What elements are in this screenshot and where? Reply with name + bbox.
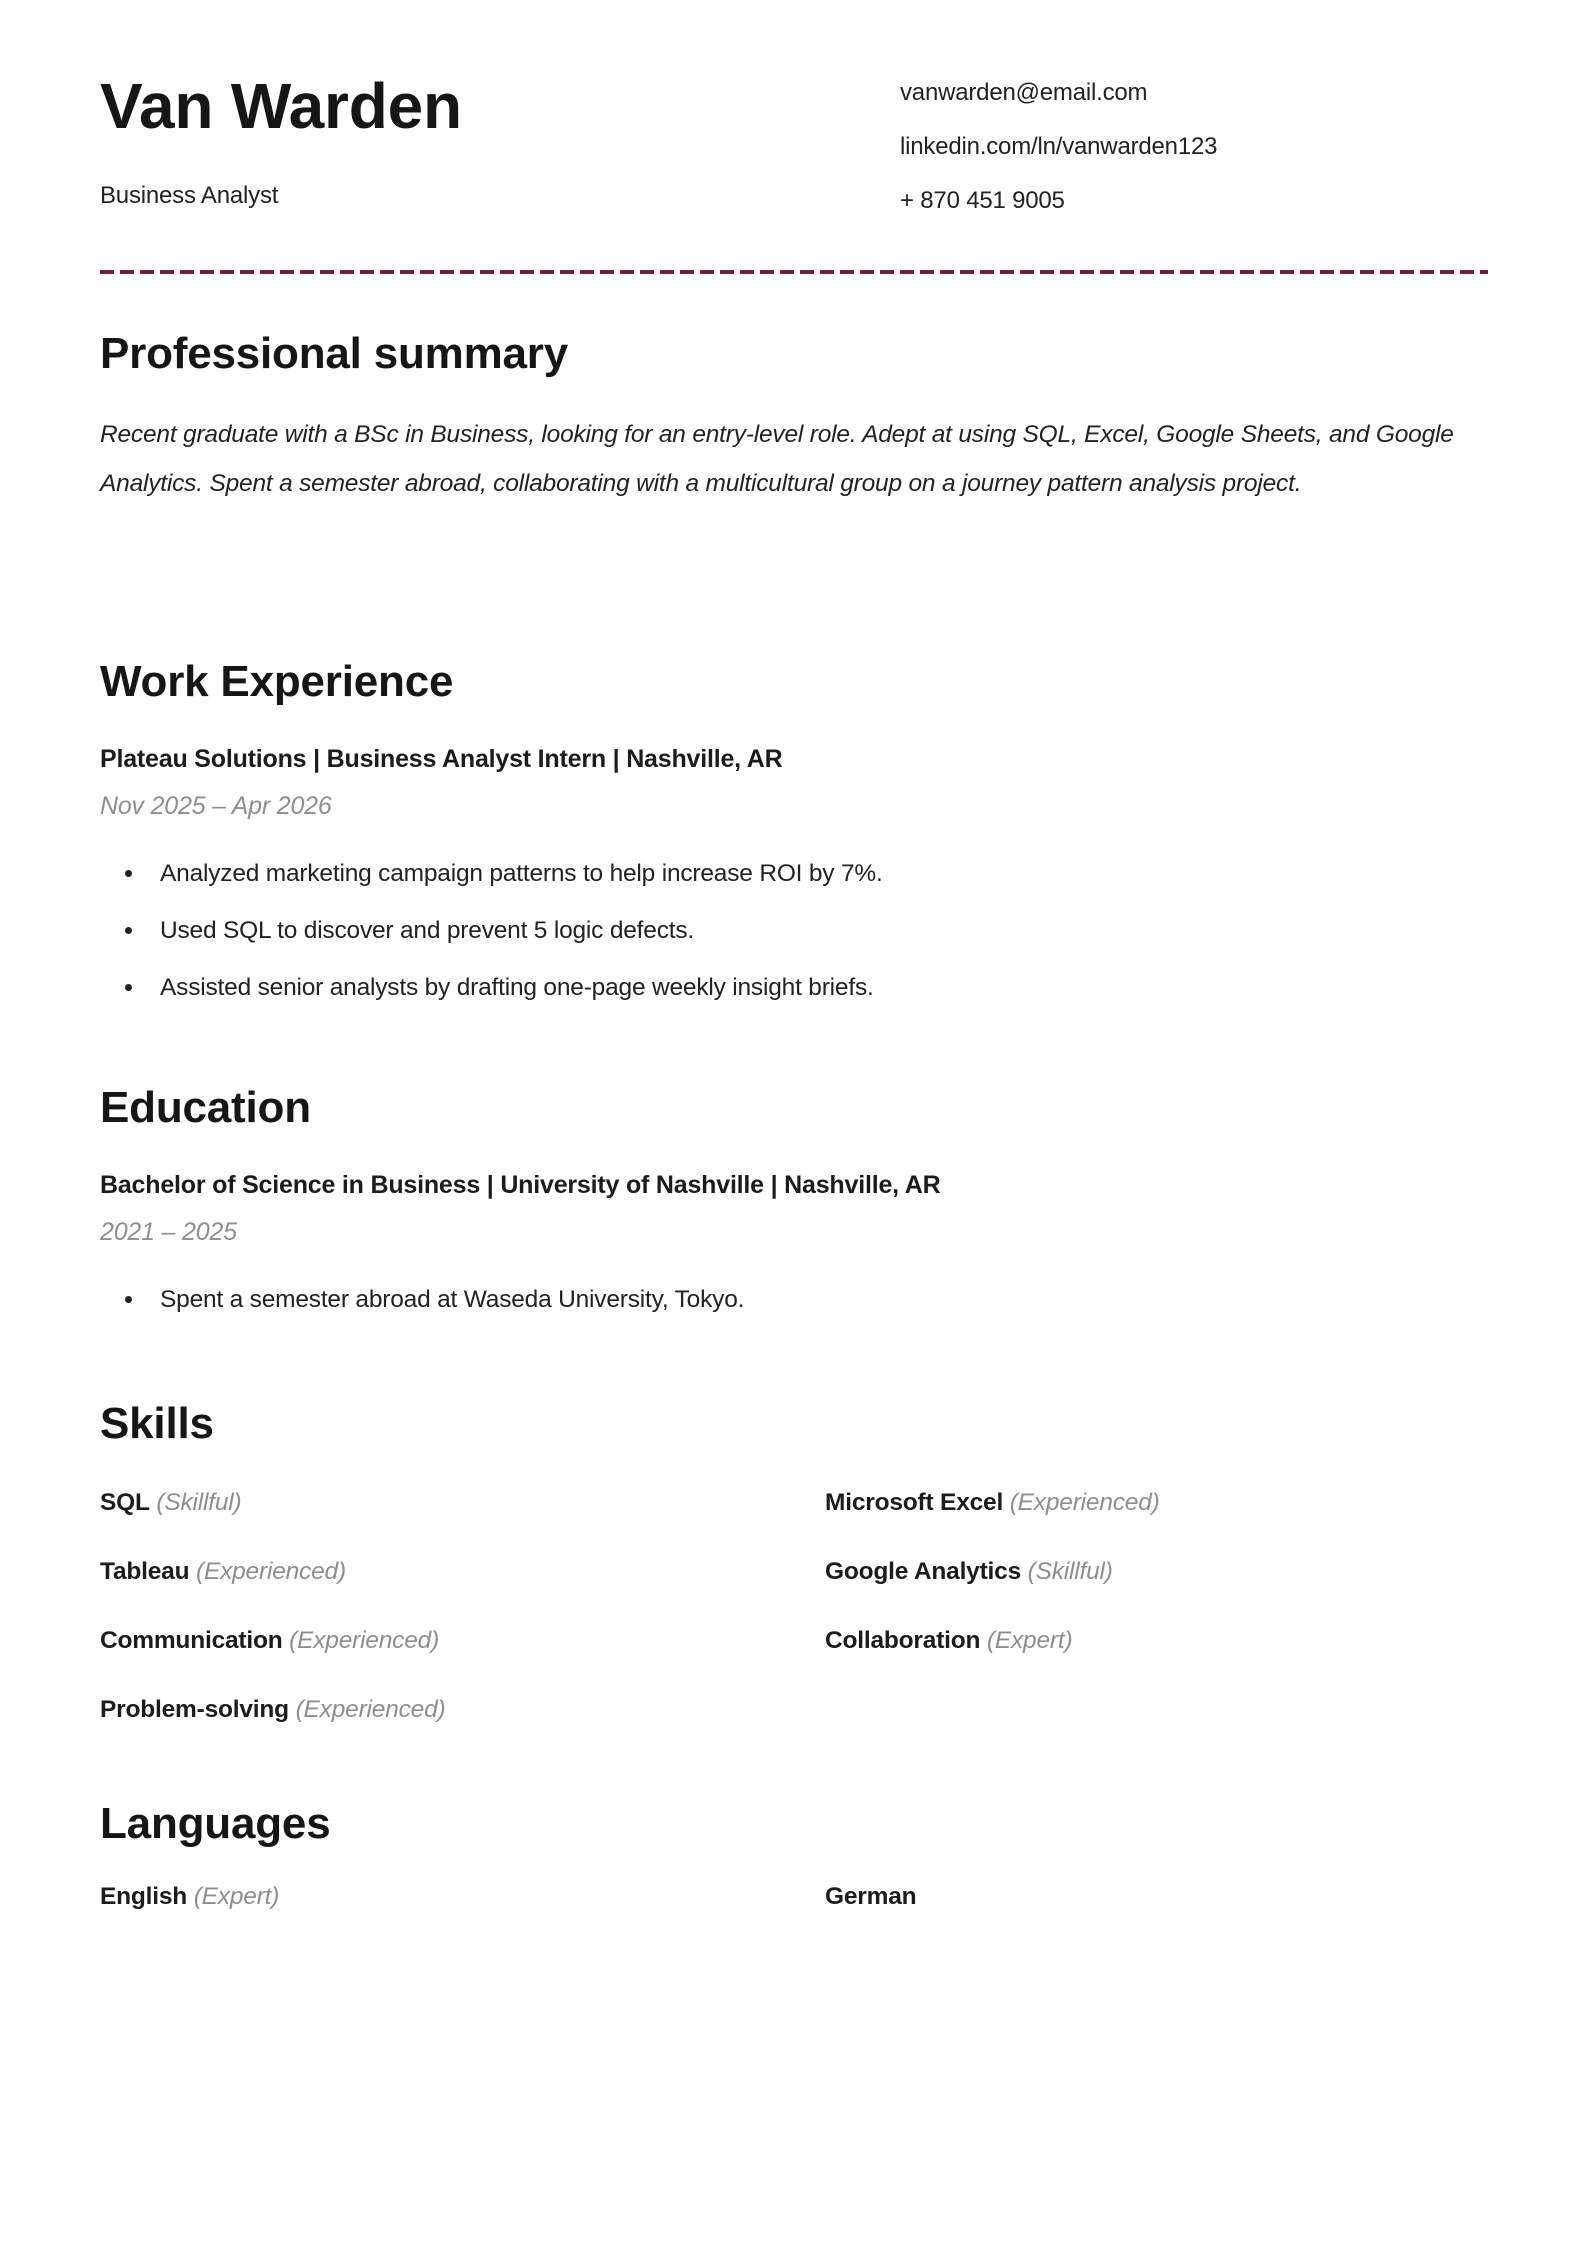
summary-text: Recent graduate with a BSc in Business, looking for an entry-level role. Adept at using SQL, Excel, Google Sheets, and Google Analytics. Spent a semester abroad, collaborating with a multicultural group on a journey pattern analysis project.: [100, 421, 1454, 498]
skill-item: [825, 1558, 1488, 1586]
skill-level: (Experienced): [289, 1626, 440, 1654]
education-heading: Education: [100, 1083, 311, 1133]
person-title: Business Analyst: [100, 181, 279, 209]
language-item: [825, 1883, 1488, 1911]
person-name: Van Warden: [100, 70, 462, 142]
skills-grid: [100, 1489, 1488, 1724]
degree-dates: 2021 – 2025: [100, 1217, 237, 1246]
contact-block: [900, 66, 1217, 228]
job-dates: Nov 2025 – Apr 2026: [100, 792, 332, 821]
skill-name: SQL: [100, 1488, 150, 1516]
skill-item: [825, 1489, 1488, 1517]
section-work-experience: [100, 656, 1488, 1002]
header-divider: [100, 270, 1488, 274]
skill-level: (Experienced): [1009, 1488, 1160, 1516]
skill-name: Collaboration: [825, 1626, 981, 1654]
skill-level: (Experienced): [195, 1557, 346, 1585]
contact-linkedin: linkedin.com/ln/vanwarden123: [900, 133, 1218, 160]
section-skills: [100, 1398, 1488, 1724]
skill-name: Problem-solving: [100, 1695, 289, 1723]
job-bullet-list: [100, 859, 1488, 1002]
skill-name: Google Analytics: [825, 1557, 1022, 1585]
job-bullet: • Analyzed marketing campaign patterns to help increase ROI by 7%.: [146, 859, 1488, 888]
degree-title: Bachelor of Science in Business | University of Nashville | Nashville, AR: [100, 1170, 941, 1199]
section-languages: [100, 1798, 1488, 1911]
skills-heading: Skills: [100, 1398, 214, 1448]
work-heading: Work Experience: [100, 657, 454, 707]
skill-item: [825, 1627, 1488, 1655]
contact-phone: + 870 451 9005: [900, 187, 1065, 214]
section-professional-summary: [100, 328, 1488, 509]
skill-item: [100, 1696, 825, 1724]
section-education: [100, 1082, 1488, 1314]
skill-item: [100, 1558, 825, 1586]
skill-item: [100, 1627, 825, 1655]
skill-item: [100, 1489, 825, 1517]
language-name: German: [825, 1882, 917, 1910]
skill-level: (Experienced): [295, 1695, 446, 1723]
job-entry: [100, 745, 1488, 1002]
education-entry: [100, 1171, 1488, 1314]
languages-grid: [100, 1883, 1488, 1911]
language-level: (Expert): [193, 1882, 280, 1910]
education-bullet: • Spent a semester abroad at Waseda University, Tokyo.: [146, 1285, 1488, 1314]
skill-level: (Skillful): [156, 1488, 242, 1516]
skill-level: (Expert): [986, 1626, 1073, 1654]
skill-level: (Skillful): [1027, 1557, 1113, 1585]
job-bullet: • Assisted senior analysts by drafting one-page weekly insight briefs.: [146, 973, 1488, 1002]
contact-email: vanwarden@email.com: [900, 79, 1148, 106]
language-item: [100, 1883, 825, 1911]
job-bullet: • Used SQL to discover and prevent 5 logic defects.: [146, 916, 1488, 945]
skill-name: Microsoft Excel: [825, 1488, 1004, 1516]
job-title: Plateau Solutions | Business Analyst Intern | Nashville, AR: [100, 745, 783, 774]
skill-name: Communication: [100, 1626, 283, 1654]
header: [100, 0, 1488, 214]
language-name: English: [100, 1882, 188, 1910]
skill-name: Tableau: [100, 1557, 190, 1585]
education-bullet-list: [100, 1285, 1488, 1314]
summary-heading: Professional summary: [100, 328, 568, 378]
languages-heading: Languages: [100, 1798, 331, 1848]
